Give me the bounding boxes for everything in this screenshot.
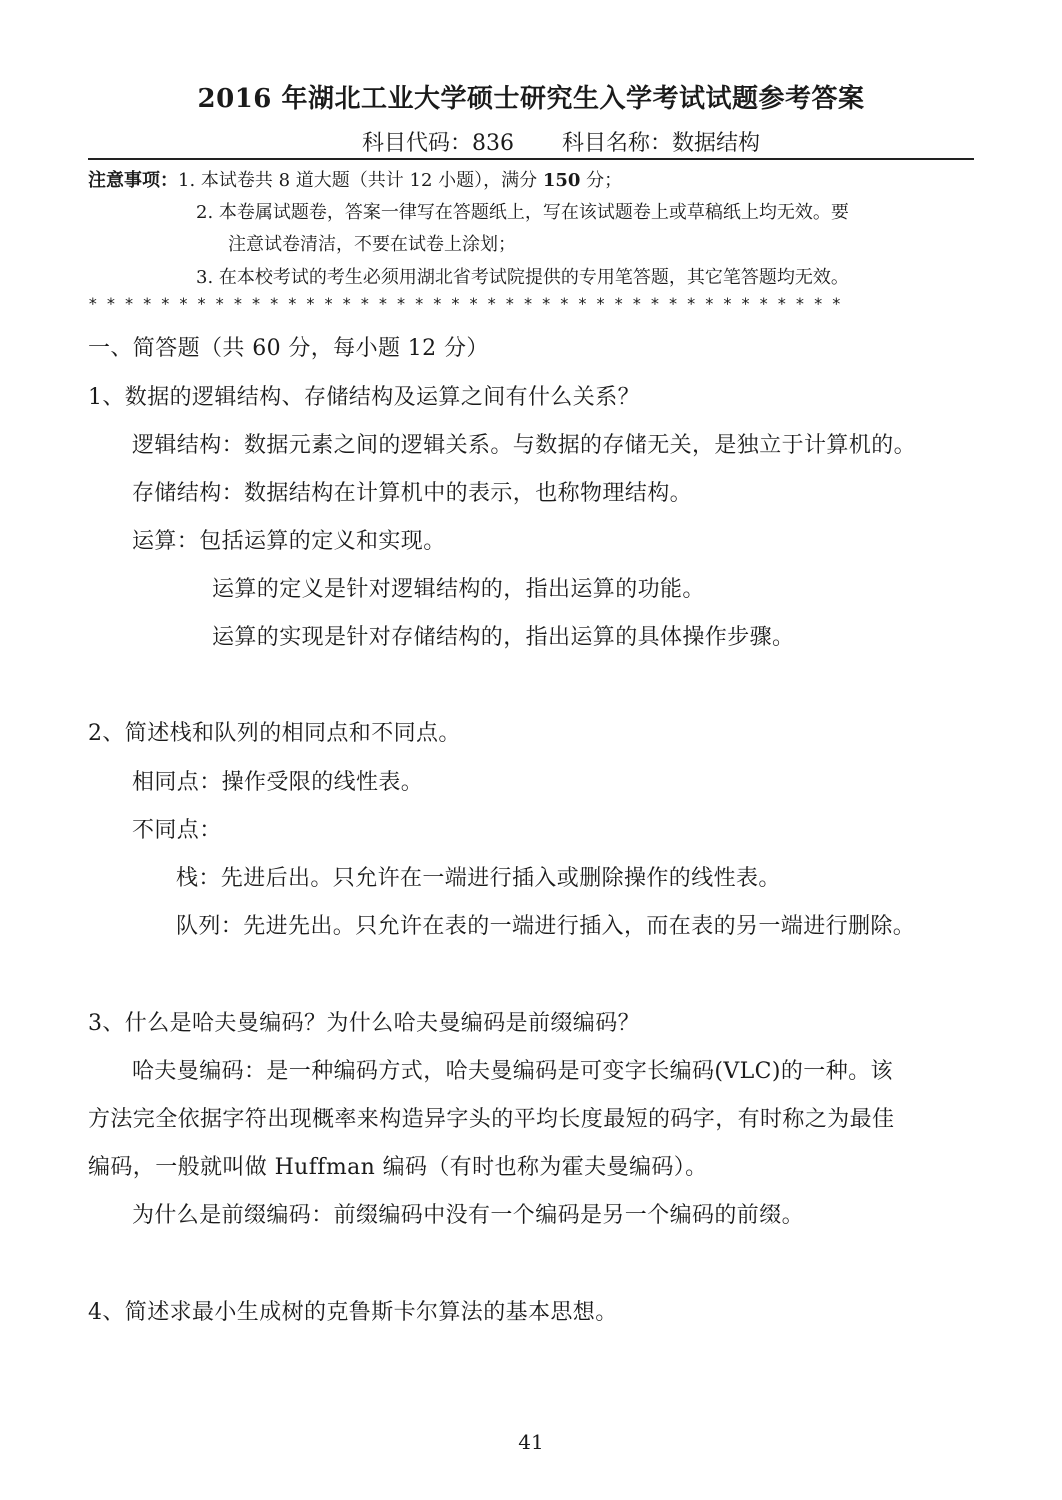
notice-item-1-score: 150 [542, 170, 581, 191]
q1-answer-logical: 逻辑结构：数据元素之间的逻辑关系。与数据的存储无关，是独立于计算机的。 [132, 433, 917, 458]
q2-answer-queue: 队列：先进先出。只允许在表的一端进行插入，而在表的另一端进行删除。 [176, 914, 916, 939]
subject-code: 科目代码：836 [361, 131, 514, 156]
subject-name: 科目名称：数据结构 [561, 131, 760, 156]
notice-item-2-line-1: 2. 本卷属试题卷，答案一律写在答题纸上，写在该试题卷上或草稿纸上均无效。要 [196, 202, 849, 223]
section-heading: 一、简答题（共 60 分，每小题 12 分） [88, 336, 489, 361]
star-divider: ****************************************** [88, 294, 850, 313]
notice-item-1-suffix: 分； [580, 170, 623, 191]
q2-answer-stack: 栈：先进后出。只允许在一端进行插入或删除操作的线性表。 [176, 866, 781, 891]
notice-item-1 [88, 166, 622, 192]
header-divider [88, 158, 974, 160]
q3-answer-line-3: 编码，一般就叫做 Huffman 编码（有时也称为霍夫曼编码）。 [88, 1155, 708, 1180]
page-number: 41 [518, 1430, 544, 1454]
question-1: 1、数据的逻辑结构、存储结构及运算之间有什么关系？ [88, 385, 640, 410]
q1-answer-storage: 存储结构：数据结构在计算机中的表示，也称物理结构。 [132, 481, 693, 506]
notice-item-2-line-2: 注意试卷清洁，不要在试卷上涂划； [228, 234, 516, 255]
q3-answer-line-2: 方法完全依据字符出现概率来构造异字头的平均长度最短的码字，有时称之为最佳 [88, 1107, 895, 1132]
subject-info [0, 126, 1062, 157]
question-2: 2、简述栈和队列的相同点和不同点。 [88, 721, 461, 746]
q1-answer-operation: 运算：包括运算的定义和实现。 [132, 529, 446, 554]
q1-answer-implementation: 运算的实现是针对存储结构的，指出运算的具体操作步骤。 [212, 625, 795, 650]
page-title: 2016 年湖北工业大学硕士研究生入学考试试题参考答案 [197, 84, 865, 114]
question-3: 3、什么是哈夫曼编码？为什么哈夫曼编码是前缀编码？ [88, 1011, 640, 1036]
q3-answer-prefix: 为什么是前缀编码：前缀编码中没有一个编码是另一个编码的前缀。 [132, 1203, 805, 1228]
q2-answer-different: 不同点： [132, 818, 222, 843]
q2-answer-same: 相同点：操作受限的线性表。 [132, 770, 424, 795]
notice-label: 注意事项： [88, 170, 178, 191]
q3-answer-line-1: 哈夫曼编码：是一种编码方式，哈夫曼编码是可变字长编码(VLC)的一种。该 [132, 1059, 893, 1084]
notice-item-1-prefix: 1. 本试卷共 8 道大题（共计 12 小题），满分 [178, 170, 543, 191]
notice-item-3: 3. 在本校考试的考生必须用湖北省考试院提供的专用笔答题，其它笔答题均无效。 [196, 267, 849, 288]
question-4: 4、简述求最小生成树的克鲁斯卡尔算法的基本思想。 [88, 1300, 618, 1325]
q1-answer-definition: 运算的定义是针对逻辑结构的，指出运算的功能。 [212, 577, 705, 602]
